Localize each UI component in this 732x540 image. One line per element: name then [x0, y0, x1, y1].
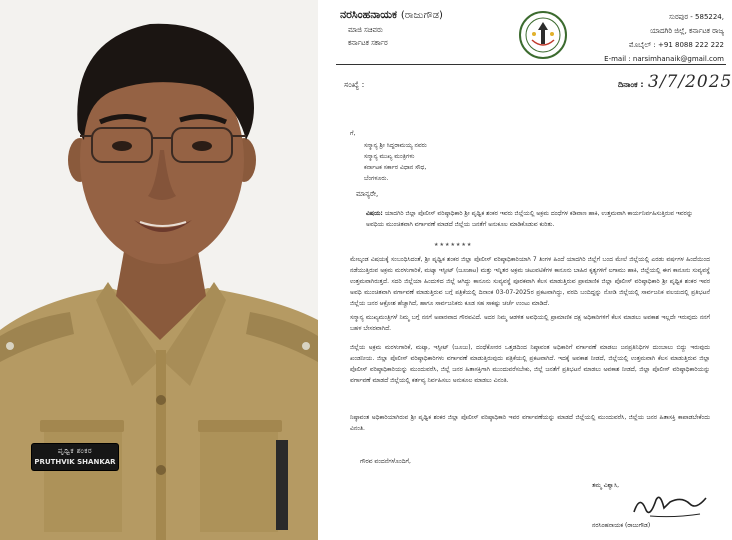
address-line-1: ಸುರಪುರ - 585224, — [669, 13, 724, 21]
body-paragraph: ನಿಷ್ಠಾವಂತ ಅಧಿಕಾರಿಯಾಗಿರುವ ಶ್ರೀ ಪೃಥ್ವಿಕ ಶಂಕರ ಜಿಲ್ಲಾ ಪೊಲೀಸ್ ವರಿಷ್ಠಾಧಿಕಾರಿ ಇವರ ವರ್ಗಾವಣೆಯನ್ನು ಮಾಡದೆ ಜಿಲ್ಲೆಯಲ್ಲಿ ಮುಂದುವರೆಸಿ, ಜಿಲ್ಲೆಯ ಜನರ ಹಿತಾಸಕ್ತಿ ಕಾಪಾಡಬೇಕೆಂದು ವಿನಂತಿ. — [350, 414, 710, 432]
address-line: ಸನ್ಮಾನ್ಯ ಮುಖ್ಯ ಮಂತ್ರಿಗಳು — [364, 153, 415, 160]
separator-stars: ★★★★★★★ — [434, 242, 473, 248]
subject-text: ಯಾದಗಿರಿ ಜಿಲ್ಲಾ ಪೊಲೀಸ್ ವರಿಷ್ಠಾಧಿಕಾರಿ ಶ್ರೀ ಪೃಥ್ವಿಕ ಶಂಕರ ಇವರು ಜಿಲ್ಲೆಯಲ್ಲಿ ಅಕ್ರಮ ದಂಧೆಗಳ ಕಡಿವಾಣ ಹಾಕಿ, ಉತ್ತಮವಾಗಿ ಕಾರ್ಯನಿರ್ವಹಿಸುತ್ತಿರುವ ಇವರನ್ನು ಅವಧಿಯ ಮುಂಚಿತವಾಗಿ ವರ್ಗಾವಣೆ ಮಾಡದೆ ಜಿಲ್ಲೆಯ ಜನತೆಗೆ ಅನುಕೂಲ ಮಾಡಿಕೊಡುವ ಕುರಿತು. — [366, 210, 693, 228]
address-line-2: ಯಾದಗಿರಿ ಜಿಲ್ಲೆ, ಕರ್ನಾಟಕ ರಾಜ್ಯ — [650, 27, 724, 35]
name-badge — [32, 444, 118, 470]
recipient-address — [364, 140, 427, 184]
address-line: ಸನ್ಮಾನ್ಯ ಶ್ರೀ ಸಿದ್ದರಾಮಯ್ಯ ನವರು — [364, 142, 427, 149]
regards-line: ಗೌರವ ವಂದನೆಗಳೊಂದಿಗೆ, — [360, 458, 411, 465]
official-letter — [330, 0, 732, 540]
email-address: E-mail : narsimhanaik@gmail.com — [604, 55, 724, 63]
letterhead-subtitle-2: ಕರ್ನಾಟಕ ಸರ್ಕಾರ — [348, 39, 388, 47]
salutation: ಮಾನ್ಯರೇ, — [356, 190, 379, 198]
closing-line: ತಮ್ಮ ವಿಶ್ವಾಸಿ, — [592, 482, 620, 489]
recipient-prefix: ಗೆ, — [350, 130, 356, 137]
letterhead-subtitle-1: ಮಾಜಿ ಸಚಿವರು — [348, 26, 383, 34]
body-paragraph: ಜಿಲ್ಲೆಯ ಅಕ್ರಮ ಮರಳುಗಾರಿಕೆ, ಮಟ್ಕಾ, ಇಸ್ಪೀಟ್ (ಜೂಜು), ದಂಧೆಕೋರರ ಒತ್ತಡದಿಂದ ನಿಷ್ಠಾವಂತ ಅಧಿಕಾರಿಗೆ ವರ್ಗಾವಣೆ ಮಾಡಲು ಜನಪ್ರತಿನಿಧಿಗಳ ದುಂಬಾಲು ಬಿದ್ದು ಇರುವುದು ಖಂಡನೀಯ. ಜಿಲ್ಲಾ ಪೊಲೀಸ್ ವರಿಷ್ಠಾಧಿಕಾರಿಗಳು ವರ್ಗಾವಣೆ ಮಾಡುತ್ತಿರುವುದು ಪತ್ರಿಕೆಯಲ್ಲಿ ಪ್ರಕಟವಾಗಿದೆ. ಇದಕ್ಕೆ ಅವಕಾಶ ನೀಡದೆ, ಜಿಲ್ಲೆಯಲ್ಲಿ ಉತ್ತಮವಾಗಿ ಕೆಲಸ ಮಾಡುತ್ತಿರುವ ಜಿಲ್ಲಾ ಪೊಲೀಸ್ ವರಿಷ್ಠಾಧಿಕಾರಿಯನ್ನು ಮುಂದುವರೆಸಿ, ಜಿಲ್ಲೆ ಜನರ ಹಿತಾಸಕ್ತಿಗಾಗಿ ಮುಂದುವರೆಸಬೇಕು, ಜಿಲ್ಲೆ ಜನತೆಗೆ ಪ್ರತಿಭಟನೆ ಮಾಡಲು ಅವಕಾಶ ನೀಡದೆ, ಜಿಲ್ಲಾ ಪೊಲೀಸ್ ವರಿಷ್ಠಾಧಿಕಾರಿಯನ್ನು ವರ್ಗಾವಣೆ ಮಾಡದೆ ಜಿಲ್ಲೆಯಲ್ಲಿ ಕರ್ತವ್ಯ ನಿರ್ವಹಿಸಲು ಅನುಕೂಲ ಮಾಡಲು ವಿನಂತಿ. — [350, 344, 710, 384]
letterhead-divider — [336, 64, 726, 65]
reference-label: ಸಂಖ್ಯೆ : — [344, 80, 365, 89]
letterhead-name: ನರಸಿಂಹನಾಯಕ — [340, 8, 398, 21]
mobile-number: ಮೊಬೈಲ್ : +91 8088 222 222 — [628, 41, 724, 49]
body-paragraph: ಸನ್ಮಾನ್ಯ ಮುಖ್ಯಮಂತ್ರಿಗಳೆ ನಿಮ್ಮ ಬಗ್ಗೆ ನನಗೆ ಅಪಾರವಾದ ಗೌರವವಿದೆ. ಅದರ ನಿಮ್ಮ ಆಡಳಿತ ಅವಧಿಯಲ್ಲಿ ಪ್ರಾಮಾಣಿಕ ದಕ್ಷ ಅಧಿಕಾರಿಗಳಿಗೆ ಕೆಲಸ ಮಾಡಲು ಅವಕಾಶ ಇಲ್ಲದೇ ಇರುವುದು ನನಗೆ ಬಹಳ ಬೇಸರವಾಗಿದೆ. — [350, 314, 710, 332]
subject-label: ವಿಷಯ: — [366, 210, 383, 217]
name-badge-kannada: ಪೃಥ್ವಿಕ ಶಂಕರ — [57, 447, 93, 455]
body-paragraph: ಮೇಲ್ಕಂಡ ವಿಷಯಕ್ಕೆ ಸಂಬಂಧಿಸಿದಂತೆ, ಶ್ರೀ ಪೃಥ್ವಿಕ ಶಂಕರ ಜಿಲ್ಲಾ ಪೊಲೀಸ್ ವರಿಷ್ಠಾಧಿಕಾರಿಯಾಗಿ 7 ತಿಂಗಳ ಹಿಂದೆ ಯಾದಗಿರಿ ಜಿಲ್ಲೆಗೆ ಬಂದ ಮೇಲೆ ಜಿಲ್ಲೆಯಲ್ಲಿ ಎರಡು ವರ್ಷಗಳ ಹಿಂದೆಯಿಂದ ನಡೆಯುತ್ತಿರುವ ಅಕ್ರಮ ಮರಳುಗಾರಿಕೆ, ಮಟ್ಕಾ ಇಸ್ಪೀಟ್ (ಜೂಜಾಟ) ಮತ್ತು ಇನ್ನಿತರ ಅಕ್ರಮ ಚಟುವಟಿಕೆಗಳ ಕಾನೂನು ಬಾಹಿರ ಕೃತ್ಯಗಳಿಗೆ ಲಗಾಮು ಹಾಕಿ, ಜಿಲ್ಲೆಯಲ್ಲಿ ಈಗ ಕಾನೂನು ಸುವ್ಯವಸ್ಥೆ ಉತ್ತಮವಾಗಿರುತ್ತದೆ. ಸದರಿ ಜಿಲ್ಲೆಯಾ ಹಿಂದುಳಿದ ಜಿಲ್ಲೆ ಆಗಿದ್ದು ಕಾನೂನು ಸುವ್ಯವಸ್ಥೆ ಪೂರಕವಾಗಿ ಕೆಲಸ ಮಾಡುತ್ತಿರುವ ಪ್ರಾಮಾಣಿಕ ಜಿಲ್ಲಾ ಪೊಲೀಸ್ ವರಿಷ್ಠಾಧಿಕಾರಿ ಶ್ರೀ ಪೃಥ್ವಿಕ ಶಂಕರ ಇವರ ಅವಧಿ ಮುಂಚಿತವಾಗಿ ವರ್ಗಾವಣೆ ಮಾಡುತ್ತಿರುವ ಬಗ್ಗೆ ಪತ್ರಿಕೆಯಲ್ಲಿ ದಿನಾಂಕ 03-07-2025ರ ಪ್ರಕಟವಾಗಿದ್ದು, ವರದಿ ಬಂದಿದ್ದನ್ನು ನೋಡಿ ಜಿಲ್ಲೆಯಲ್ಲಿ ಸಾರ್ವಜನಿಕ ವಲಯದಲ್ಲಿ ಪ್ರತಿಭಟನೆ ಜಿಲ್ಲೆಯ ಜನರ ಆಕ್ರೋಶ ಹೆಚ್ಚಾಗಿದೆ, ಹಾಗೂ ಸಾರ್ವಜನಿಕರು ಕೂಡ ಸಹ ಸಾಕಷ್ಟು ಚರ್ಚೆ ಉಂಟು ಮಾಡಿದೆ. — [350, 256, 710, 307]
officer-photo — [0, 0, 318, 540]
date-value: 3/7/2025 — [648, 72, 732, 92]
signature-icon — [630, 488, 710, 522]
letterhead-party: (ರಾಜುಗೌಡ) — [400, 10, 443, 21]
name-badge-english: PRUTHVIK SHANKAR — [34, 458, 116, 466]
address-line: ಬೆಂಗಳೂರು. — [364, 175, 389, 182]
letterhead-left — [340, 8, 443, 48]
government-seal-icon — [518, 10, 568, 60]
letterhead-right — [604, 10, 724, 66]
address-line: ಕರ್ನಾಟಕ ಸರ್ಕಾರ ವಿಧಾನ ಸೌಧ, — [364, 164, 427, 171]
signatory-name: ನರಸಿಂಹನಾಯಕ (ರಾಜುಗೌಡ) — [592, 522, 651, 529]
subject — [366, 208, 706, 230]
date-label: ದಿನಾಂಕ : — [618, 80, 644, 89]
